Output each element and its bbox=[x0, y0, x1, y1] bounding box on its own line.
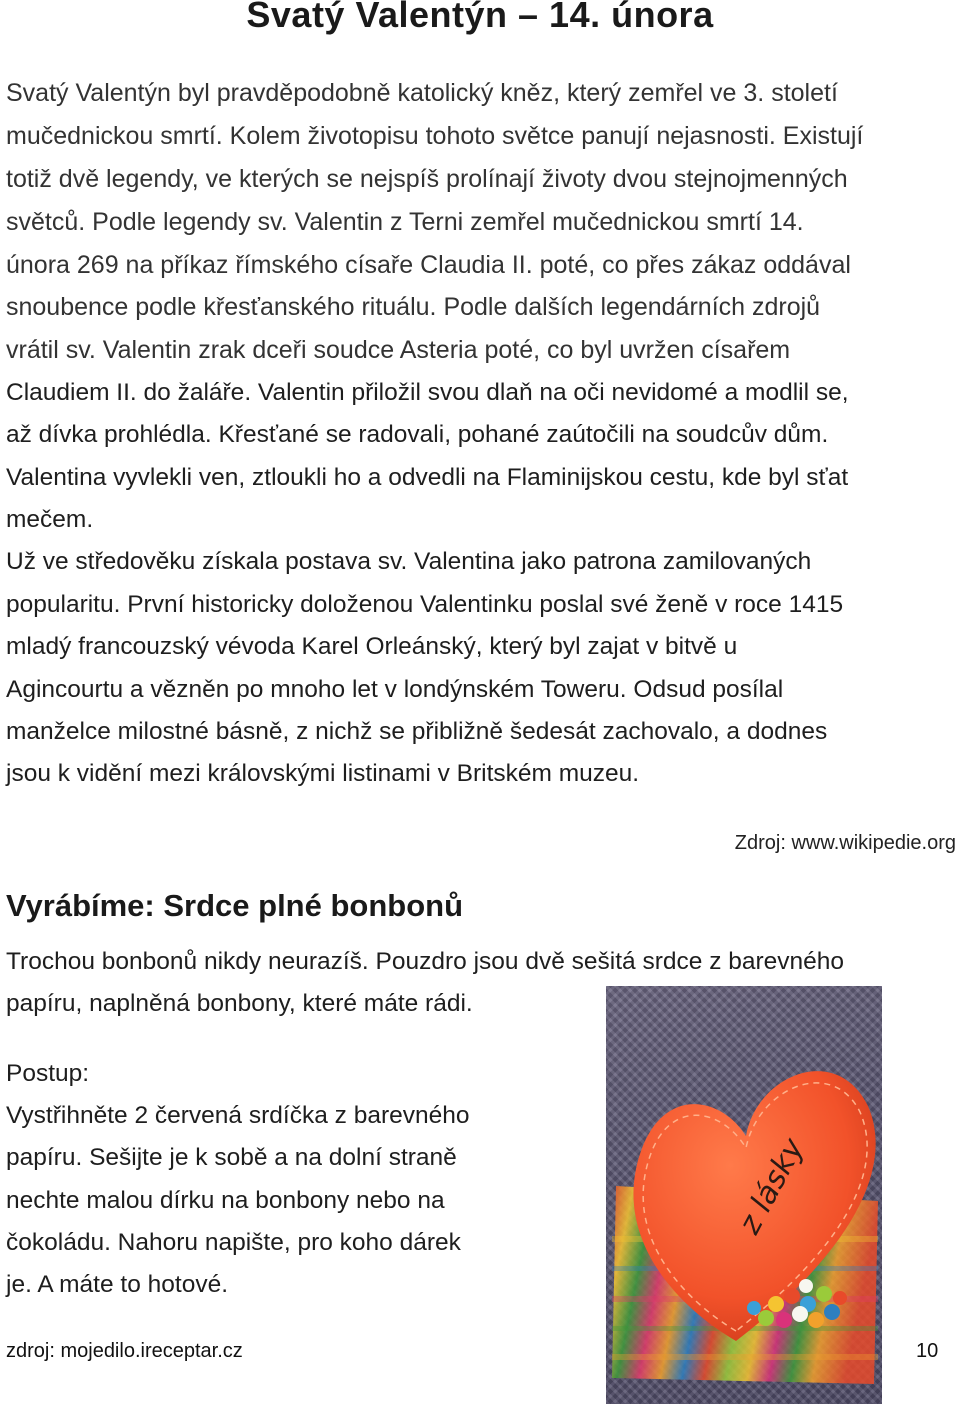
text-line: Agincourtu a vězněn po mnoho let v londýnském Toweru. Odsud posílal bbox=[6, 676, 784, 703]
text-line: až dívka prohlédla. Křesťané se radovali, pohané zaútočili na soudcův dům. bbox=[6, 421, 829, 448]
text-line: manželce milostné básně, z nichž se přibližně šedesát zachovalo, a dodnes bbox=[6, 718, 828, 745]
page-number: 10 bbox=[916, 1340, 939, 1362]
heart-candy-photo bbox=[606, 986, 882, 1404]
text-line: Svatý Valentýn byl pravděpodobně katolický kněz, který zemřel ve 3. století bbox=[6, 79, 838, 107]
heart-handwriting: z lásky bbox=[732, 1132, 812, 1240]
intro-line: papíru, naplněná bonbony, které máte rádi. bbox=[6, 990, 473, 1017]
procedure-line: čokoládu. Nahoru napište, pro koho dárek bbox=[6, 1229, 461, 1256]
procedure-line: je. A máte to hotové. bbox=[6, 1271, 229, 1298]
text-line: mladý francouzský vévoda Karel Orleánský, který byl zajat v bitvě u bbox=[6, 633, 738, 660]
procedure-label: Postup: bbox=[6, 1060, 90, 1087]
text-line: Už ve středověku získala postava sv. Valentina jako patrona zamilovaných bbox=[6, 548, 812, 575]
text-line: totiž dvě legendy, ve kterých se nejspíš prolínají životy dvou stejnojmenných bbox=[6, 165, 848, 193]
source-citation: Zdroj: www.wikipedie.org bbox=[734, 832, 956, 854]
text-line: světců. Podle legendy sv. Valentin z Terni zemřel mučednickou smrtí 14. bbox=[6, 208, 804, 236]
text-line: mečem. bbox=[6, 506, 94, 533]
text-line: vrátil sv. Valentin zrak dceři soudce Asteria poté, co byl uvržen císařem bbox=[6, 336, 791, 364]
text-line: mučednickou smrtí. Kolem životopisu tohoto světce panují nejasnosti. Existují bbox=[6, 122, 864, 150]
footer-source: zdroj: mojedilo.ireceptar.cz bbox=[6, 1340, 243, 1362]
text-line: snoubence podle křesťanského rituálu. Podle dalších legendárních zdrojů bbox=[6, 293, 821, 321]
text-line: popularitu. První historicky doloženou Valentinku poslal své ženě v roce 1415 bbox=[6, 591, 844, 618]
text-line: února 269 na příkaz římského císaře Claudia II. poté, co přes zákaz oddával bbox=[6, 251, 851, 279]
text-line: Valentina vyvlekli ven, ztloukli ho a odvedli na Flaminijskou cestu, kde byl sťat bbox=[6, 464, 849, 491]
intro-line: Trochou bonbonů nikdy neurazíš. Pouzdro jsou dvě sešitá srdce z barevného bbox=[6, 948, 845, 975]
page-title: Svatý Valentýn – 14. února bbox=[246, 0, 714, 35]
section-heading: Vyrábíme: Srdce plné bonbonů bbox=[6, 888, 464, 923]
procedure-line: Vystřihněte 2 červená srdíčka z barevného bbox=[6, 1102, 470, 1129]
procedure-line: papíru. Sešijte je k sobě a na dolní straně bbox=[6, 1144, 457, 1171]
text-line: jsou k vidění mezi královskými listinami v Britském muzeu. bbox=[6, 760, 640, 787]
text-line: Claudiem II. do žaláře. Valentin přiložil svou dlaň na oči nevidomé a modlil se, bbox=[6, 379, 849, 406]
procedure-line: nechte malou dírku na bonbony nebo na bbox=[6, 1187, 445, 1214]
heart-photo-illustration bbox=[606, 986, 882, 1404]
